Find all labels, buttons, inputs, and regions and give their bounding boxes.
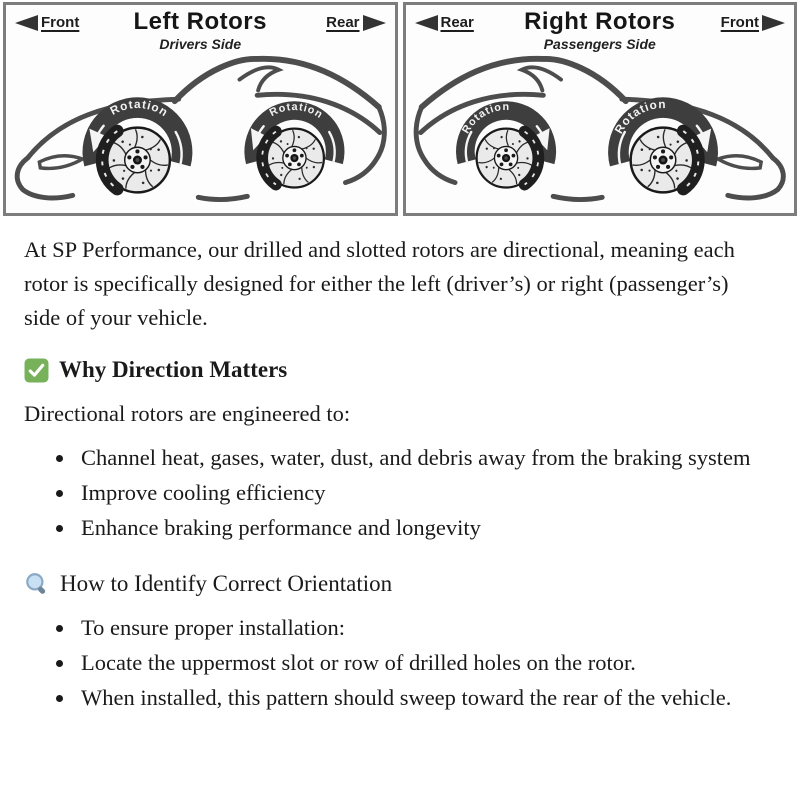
intro-paragraph: At SP Performance, our drilled and slotted rotors are directional, meaning each rotor is specifically designed for either the left (driver’s) or right (passenger’s) side of your vehicle. (24, 237, 735, 330)
section-heading-text: Why Direction Matters (59, 357, 288, 382)
installation-list (24, 610, 770, 715)
section-heading-text: How to Identify Correct Orientation (60, 571, 393, 596)
list-item: • Enhance braking performance and longevity (76, 510, 770, 545)
section-lead-text: Directional rotors are engineered to: (24, 401, 351, 426)
arrow-right-icon (363, 15, 386, 31)
rotation-label: Rotation (459, 101, 510, 136)
check-mark-button-icon (24, 358, 49, 383)
magnifying-glass-icon (24, 571, 50, 597)
rear-direction-text: Rear (326, 14, 360, 31)
article-body (0, 233, 800, 725)
list-item: • Improve cooling efficiency (76, 475, 770, 510)
left-panel-title: Left Rotors (133, 8, 267, 35)
list-item: • When installed, this pattern should sweep toward the rear of the vehicle. (76, 680, 770, 715)
rotation-label: Rotation (611, 98, 667, 137)
right-rotors-panel (403, 2, 798, 216)
right-panel-title: Right Rotors (524, 8, 676, 35)
section-heading-identify-orientation (24, 571, 770, 597)
arrow-right-icon (762, 15, 785, 31)
section-heading-why-direction-matters (24, 357, 770, 383)
left-panel-subtitle: Drivers Side (159, 36, 242, 52)
front-direction-text: Front (41, 14, 80, 31)
left-rotors-panel (3, 2, 398, 216)
right-panel-subtitle: Passengers Side (543, 36, 656, 52)
rotor-direction-diagram (0, 0, 800, 218)
list-item: • Locate the uppermost slot or row of drilled holes on the rotor. (76, 645, 770, 680)
front-direction-label (721, 14, 785, 31)
rotation-label: Rotation (108, 98, 171, 120)
list-item: • Channel heat, gases, water, dust, and debris away from the braking system (76, 440, 770, 475)
rear-direction-text: Rear (440, 14, 474, 31)
list-item: • To ensure proper installation: (76, 610, 770, 645)
rear-direction-label (326, 14, 385, 31)
rotation-label: Rotation (267, 100, 326, 122)
benefits-list (24, 440, 770, 545)
front-direction-text: Front (720, 14, 759, 31)
